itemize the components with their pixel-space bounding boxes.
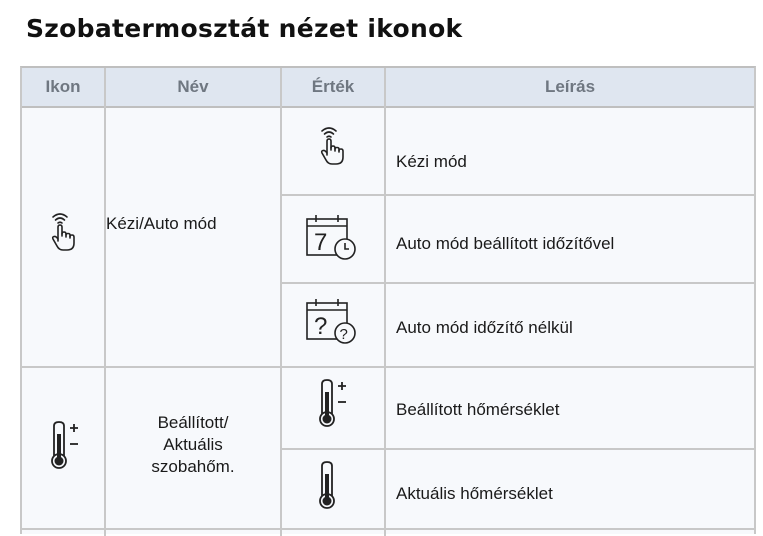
row-description: Beállított hőmérséklet [396,400,560,419]
row-description: Aktuális hőmérséklet [396,484,553,503]
table-header-row [22,68,754,108]
grid-line [280,68,282,536]
row-description: Auto mód időzítő nélkül [396,318,573,337]
hand-tap-wifi-icon [44,208,84,254]
group-name-line: szobahőm. [151,457,235,476]
group-name-mode: Kézi/Auto mód [106,214,217,233]
group-name-line: Beállított/ [157,413,229,432]
row-description: Kézi mód [396,152,467,171]
calendar-7-clock-icon [304,212,362,262]
grid-line [22,366,754,368]
header-value: Érték [311,77,355,96]
page-title: Szobatermosztát nézet ikonok [26,14,463,43]
calendar-digit: 7 [314,229,328,256]
header-name: Név [177,77,209,96]
icon-table [20,66,756,534]
grid-line [22,528,754,530]
grid-line [282,194,754,196]
hand-tap-wifi-icon [313,122,353,168]
grid-line [282,282,754,284]
calendar-question-clock-icon [304,296,362,346]
header-description: Leírás [544,77,596,96]
calendar-digit: ? [314,313,328,340]
group-name-temperature [106,412,280,478]
group-name-line: Aktuális [163,435,223,454]
grid-line [282,448,754,450]
row-description: Auto mód beállított időzítővel [396,234,615,253]
svg-text:?: ? [339,326,348,343]
thermometer-icon [314,460,354,512]
thermometer-plus-minus-icon [46,420,86,472]
header-icon: Ikon [45,77,81,96]
thermometer-plus-minus-icon [314,378,354,430]
grid-line [384,68,386,536]
